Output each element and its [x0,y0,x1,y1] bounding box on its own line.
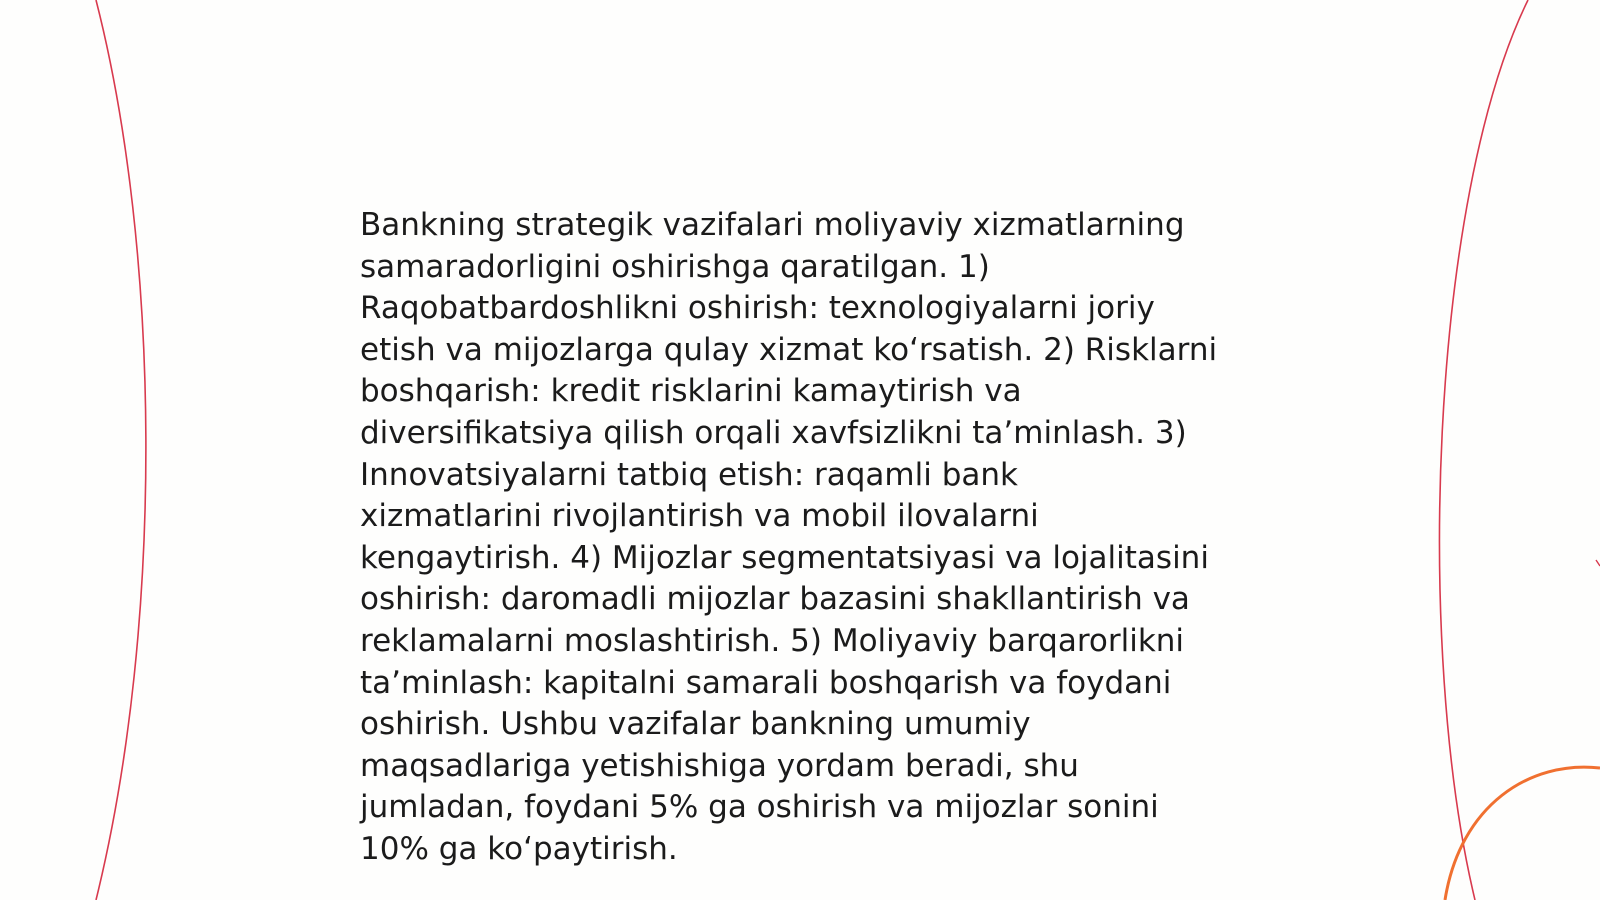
text-line: jumladan, foydani 5% ga oshirish va mijozlar sonini [360,789,1159,826]
text-line: xizmatlarini rivojlantirish va mobil ilovalarni [360,498,1039,535]
text-line: taʼminlash: kapitalni samarali boshqarish va foydani [360,664,1172,701]
text-line: reklamalarni moslashtirish. 5) Moliyaviy barqarorlikni [360,622,1185,659]
body-paragraph [360,205,1260,871]
text-line: etish va mijozlarga qulay xizmat koʻrsatish. 2) Risklarni [360,331,1218,368]
text-line: Bankning strategik vazifalari moliyaviy xizmatlarning [360,207,1185,243]
text-line: 10% ga koʻpaytirish. [360,830,678,867]
right-arc-curve [1439,0,1528,900]
text-line: oshirish: daromadli mijozlar bazasini shakllantirish va [360,581,1190,618]
text-line: diversifikatsiya qilish orqali xavfsizlikni taʼminlash. 3) [360,414,1187,451]
orange-circle-arc [1445,767,1600,900]
text-line: Innovatsiyalarni tatbiq etish: raqamli bank [360,456,1018,493]
text-line: maqsadlariga yetishishiga yordam beradi, shu [360,747,1079,784]
text-line: samaradorligini oshirishga qaratilgan. 1) [360,248,990,285]
text-line: oshirish. Ushbu vazifalar bankning umumiy [360,706,1031,743]
text-line: boshqarish: kredit risklarini kamaytirish va [360,373,1022,410]
text-line: kengaytirish. 4) Mijozlar segmentatsiyasi va lojalitasini [360,539,1209,576]
small-tick-mark [1596,560,1600,566]
left-arc-curve [96,0,146,900]
text-line: Raqobatbardoshlikni oshirish: texnologiyalarni joriy [360,290,1155,327]
